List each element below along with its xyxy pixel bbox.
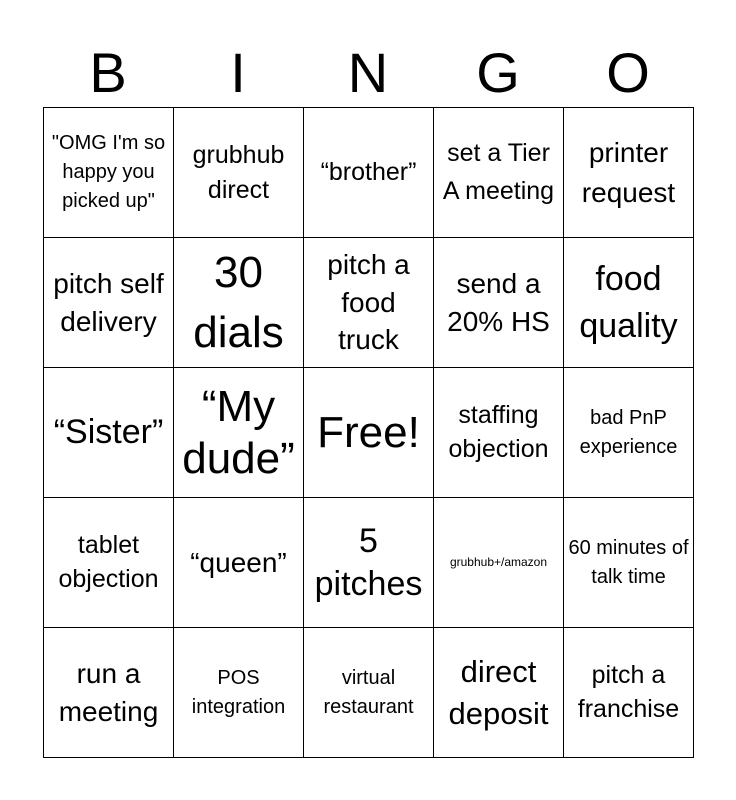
header-letter-b: B <box>89 41 127 104</box>
bingo-cell-label: grubhub+/amazon <box>449 554 548 569</box>
bingo-cell[interactable] <box>44 108 174 238</box>
bingo-cell-label: set a Tier A meeting <box>442 139 555 205</box>
bingo-cell[interactable] <box>564 628 694 758</box>
bingo-cell-label: run a meeting <box>58 657 159 727</box>
bingo-cell-label: "OMG I'm so happy you picked up" <box>51 132 166 212</box>
header-letter-i: I <box>230 41 246 104</box>
bingo-cell-label: pitch self delivery <box>53 267 164 337</box>
bingo-cell[interactable] <box>434 238 564 368</box>
bingo-cell-label: grubhub direct <box>192 140 285 204</box>
bingo-cell[interactable] <box>174 628 304 758</box>
bingo-cell-label: “My dude” <box>182 382 295 483</box>
bingo-cell[interactable] <box>174 108 304 238</box>
bingo-cell[interactable] <box>174 238 304 368</box>
bingo-cell[interactable] <box>304 238 434 368</box>
bingo-cell[interactable] <box>564 368 694 498</box>
bingo-cell[interactable] <box>174 368 304 498</box>
bingo-cell-label: direct deposit <box>448 653 549 731</box>
bingo-cell-label: 60 minutes of talk time <box>568 536 689 588</box>
bingo-cell[interactable] <box>434 498 564 628</box>
header-letter-o: O <box>606 41 650 104</box>
header-letter-n: N <box>347 41 389 104</box>
bingo-cell-label: pitch a food truck <box>327 248 410 356</box>
bingo-cell-label: staffing objection <box>448 400 549 463</box>
bingo-cell-label: Free! <box>317 407 420 457</box>
bingo-cell[interactable] <box>44 238 174 368</box>
bingo-cell-label: “Sister” <box>53 413 164 452</box>
bingo-cell-label: 30 dials <box>193 248 284 357</box>
bingo-cell-label: pitch a franchise <box>577 660 680 723</box>
bingo-cell-label: “brother” <box>320 158 417 187</box>
bingo-cell[interactable] <box>434 368 564 498</box>
bingo-cell[interactable] <box>304 628 434 758</box>
bingo-cell[interactable] <box>434 108 564 238</box>
bingo-cell[interactable] <box>434 628 564 758</box>
bingo-board <box>43 107 694 758</box>
bingo-cell-label: tablet objection <box>58 530 159 593</box>
bingo-cell[interactable] <box>564 238 694 368</box>
bingo-cell[interactable] <box>44 368 174 498</box>
bingo-cell[interactable] <box>174 498 304 628</box>
bingo-header <box>43 40 693 106</box>
bingo-cell-label: food quality <box>579 259 678 345</box>
bingo-cell-label: printer request <box>581 137 676 208</box>
bingo-cell[interactable] <box>304 498 434 628</box>
bingo-cell[interactable] <box>44 498 174 628</box>
bingo-cell-label: 5 pitches <box>314 522 423 603</box>
bingo-cell[interactable] <box>44 628 174 758</box>
bingo-cell-label: “queen” <box>190 546 287 578</box>
bingo-cell-label: send a 20% HS <box>447 267 550 337</box>
bingo-cell-label: POS integration <box>191 666 286 718</box>
header-letter-g: G <box>476 41 520 104</box>
bingo-cell-label: bad PnP experience <box>579 406 678 458</box>
bingo-cell-label: virtual restaurant <box>323 666 414 718</box>
bingo-cell[interactable] <box>304 108 434 238</box>
bingo-cell[interactable] <box>304 368 434 498</box>
bingo-cell[interactable] <box>564 108 694 238</box>
bingo-cell[interactable] <box>564 498 694 628</box>
